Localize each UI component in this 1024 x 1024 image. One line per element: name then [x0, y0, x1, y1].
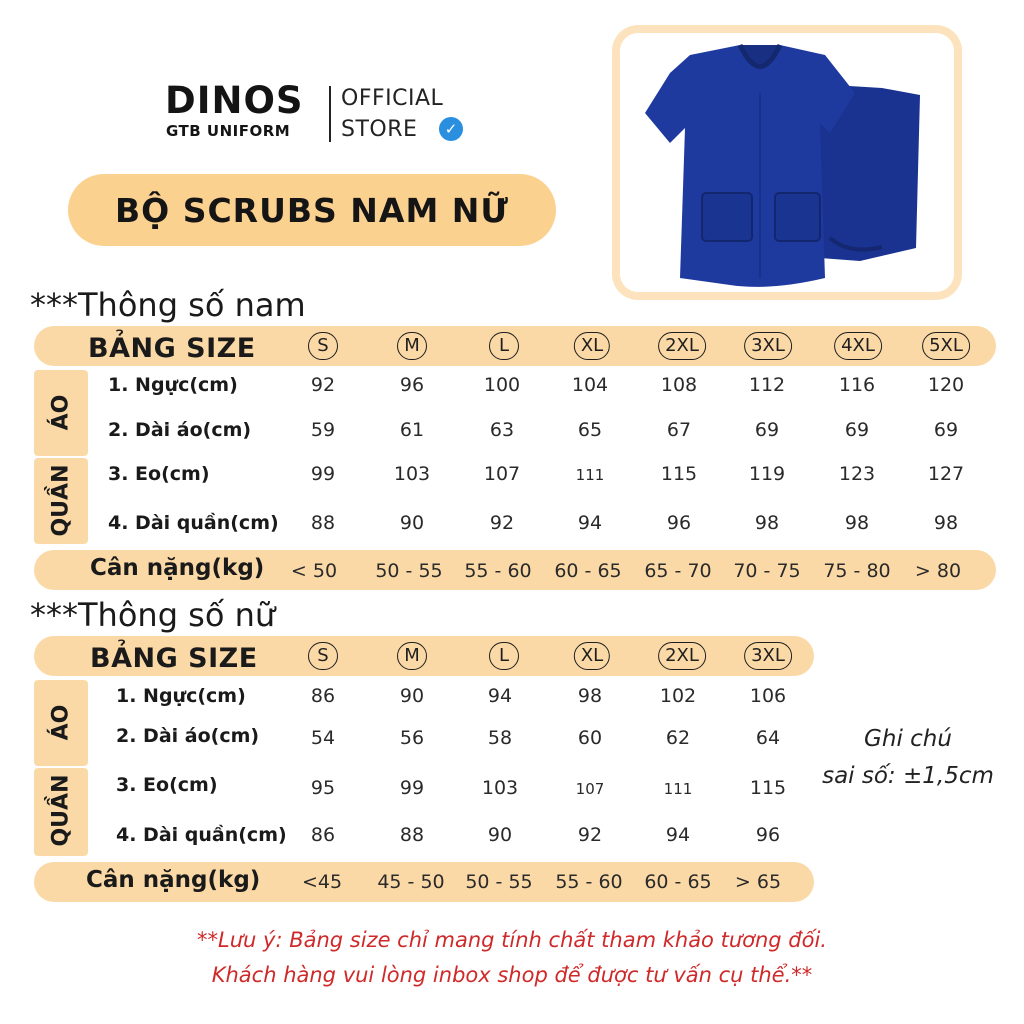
men-cell: 67	[666, 419, 692, 441]
men-cell: 112	[748, 374, 786, 396]
men-cell: 69	[844, 419, 870, 441]
men-cell: 98	[754, 512, 780, 534]
note-tolerance: sai số: ±1,5cm	[822, 763, 994, 789]
women-cell: 96	[755, 824, 781, 846]
women-cell: 103	[481, 777, 519, 799]
verified-check-icon: ✓	[439, 117, 463, 141]
men-cell: 92	[489, 512, 515, 534]
women-cell: 92	[577, 824, 603, 846]
women-weight-cell: 60 - 65	[644, 871, 712, 893]
men-cell: 127	[927, 463, 965, 485]
women-weight-cell: <45	[301, 871, 343, 893]
men-size-chip: 4XL	[834, 332, 882, 360]
men-cell: 88	[310, 512, 336, 534]
men-cell: 94	[577, 512, 603, 534]
men-cell: 98	[933, 512, 959, 534]
women-cell: 102	[659, 685, 697, 707]
men-size-chip: XL	[574, 332, 610, 360]
women-cell: 64	[755, 727, 781, 749]
brand-logo: DINOS	[165, 79, 304, 122]
men-quan-label: QUẦN	[48, 464, 74, 537]
men-weight-cell: 55 - 60	[464, 560, 532, 582]
men-weight-cell: 65 - 70	[644, 560, 712, 582]
women-weight-cell: 55 - 60	[555, 871, 623, 893]
women-quan-label: QUẦN	[48, 774, 74, 847]
women-row-label-shirt-length: 2. Dài áo(cm)	[116, 725, 260, 747]
women-ao-label: ÁO	[48, 704, 74, 741]
women-cell: 86	[310, 685, 336, 707]
men-cell: 103	[393, 463, 431, 485]
men-row-label-waist: 3. Eo(cm)	[108, 463, 210, 485]
footer-disclaimer: **Lưu ý: Bảng size chỉ mang tính chất tham khảo tương đối.	[197, 928, 827, 952]
women-row-label-pants-length: 4. Dài quần(cm)	[116, 824, 287, 846]
men-weight-label: Cân nặng(kg)	[90, 555, 265, 581]
women-cell: 94	[665, 824, 691, 846]
women-weight-label: Cân nặng(kg)	[86, 867, 261, 893]
women-cell: 90	[487, 824, 513, 846]
women-weight-cell: 45 - 50	[377, 871, 445, 893]
men-cell: 120	[927, 374, 965, 396]
women-size-chip: L	[489, 642, 519, 670]
men-section-title: ***Thông số nam	[30, 286, 306, 324]
women-cell: 90	[399, 685, 425, 707]
men-size-chip: S	[308, 332, 338, 360]
men-weight-cell: 60 - 65	[554, 560, 622, 582]
women-weight-cell: 50 - 55	[465, 871, 533, 893]
women-row-label-waist: 3. Eo(cm)	[116, 774, 218, 796]
women-weight-cell: > 65	[734, 871, 782, 893]
men-bang-size-label: BẢNG SIZE	[88, 333, 256, 364]
women-bang-size-label: BẢNG SIZE	[90, 643, 258, 674]
product-title: BỘ SCRUBS NAM NỮ	[68, 174, 556, 246]
men-cell: 65	[577, 419, 603, 441]
men-cell: 111	[575, 466, 605, 484]
men-cell: 63	[489, 419, 515, 441]
women-section-title: ***Thông số nữ	[30, 596, 276, 634]
men-weight-cell: 75 - 80	[823, 560, 891, 582]
footer-contact: Khách hàng vui lòng inbox shop để được tư vấn cụ thể.**	[211, 963, 813, 987]
men-cell: 108	[660, 374, 698, 396]
product-image-frame	[612, 25, 962, 300]
women-cell: 56	[399, 727, 425, 749]
women-cell: 115	[749, 777, 787, 799]
women-cell: 98	[577, 685, 603, 707]
men-cell: 98	[844, 512, 870, 534]
official-label: OFFICIAL	[341, 86, 444, 111]
women-size-chip: 3XL	[744, 642, 792, 670]
women-cell: 62	[665, 727, 691, 749]
men-size-chip: 2XL	[658, 332, 706, 360]
men-cell: 107	[483, 463, 521, 485]
men-size-chip: 5XL	[922, 332, 970, 360]
men-cell: 96	[399, 374, 425, 396]
men-cell: 119	[748, 463, 786, 485]
men-cell: 115	[660, 463, 698, 485]
men-cell: 104	[571, 374, 609, 396]
women-cell: 58	[487, 727, 513, 749]
women-cell: 106	[749, 685, 787, 707]
men-cell: 99	[310, 463, 336, 485]
men-cell: 90	[399, 512, 425, 534]
men-ao-label: ÁO	[48, 394, 74, 431]
men-cell: 69	[754, 419, 780, 441]
women-size-chip: M	[397, 642, 427, 670]
men-weight-cell: 50 - 55	[375, 560, 443, 582]
men-cell: 123	[838, 463, 876, 485]
men-row-label-chest: 1. Ngực(cm)	[108, 374, 238, 396]
men-size-chip: 3XL	[744, 332, 792, 360]
men-cell: 69	[933, 419, 959, 441]
women-row-label-chest: 1. Ngực(cm)	[116, 685, 246, 707]
men-cell: 100	[483, 374, 521, 396]
women-cell: 94	[487, 685, 513, 707]
women-cell: 88	[399, 824, 425, 846]
women-size-chip: S	[308, 642, 338, 670]
women-cell: 95	[310, 777, 336, 799]
note-title: Ghi chú	[864, 726, 952, 752]
men-weight-cell: < 50	[290, 560, 338, 582]
men-cell: 116	[838, 374, 876, 396]
women-cell: 60	[577, 727, 603, 749]
women-cell: 86	[310, 824, 336, 846]
women-cell: 54	[310, 727, 336, 749]
store-label: STORE	[341, 117, 418, 142]
logo-divider	[329, 86, 331, 142]
men-size-chip: L	[489, 332, 519, 360]
women-cell: 107	[575, 780, 605, 798]
men-weight-cell: > 80	[914, 560, 962, 582]
women-cell: 99	[399, 777, 425, 799]
men-size-chip: M	[397, 332, 427, 360]
men-row-label-shirt-length: 2. Dài áo(cm)	[108, 419, 252, 441]
scrubs-illustration	[620, 33, 954, 292]
men-cell: 96	[666, 512, 692, 534]
women-size-chip: XL	[574, 642, 610, 670]
brand-subtitle: GTB UNIFORM	[166, 122, 291, 140]
men-cell: 59	[310, 419, 336, 441]
men-row-label-pants-length: 4. Dài quần(cm)	[108, 512, 279, 534]
women-size-chip: 2XL	[658, 642, 706, 670]
men-weight-cell: 70 - 75	[733, 560, 801, 582]
product-image	[620, 33, 954, 292]
men-cell: 61	[399, 419, 425, 441]
women-cell: 111	[663, 780, 693, 798]
men-cell: 92	[310, 374, 336, 396]
